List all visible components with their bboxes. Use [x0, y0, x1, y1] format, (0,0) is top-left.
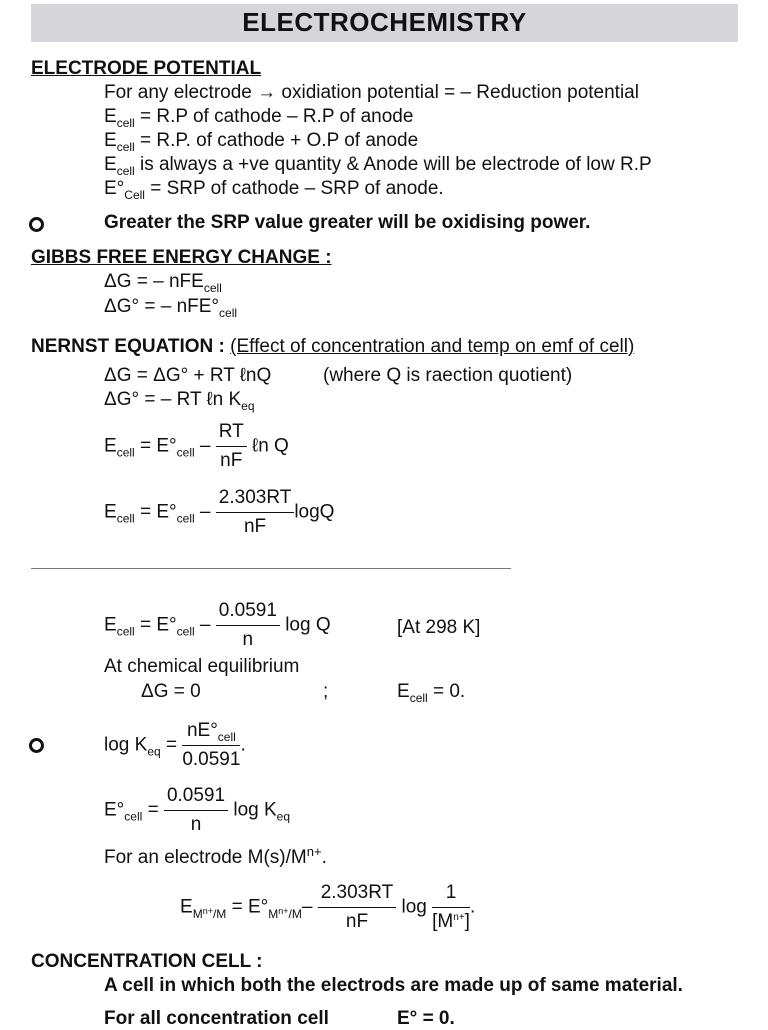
concentration-cell-definition: A cell in which both the electrods are made up of same material. — [104, 975, 683, 996]
concentration-cell-last-eq: E° = 0. — [397, 1008, 455, 1029]
page-title: ELECTROCHEMISTRY — [242, 7, 527, 37]
ep-line-3: $E_{cell} = R.P$. of cathode + O.P of anode — [104, 130, 419, 154]
nernst-eq-1: ΔG = ΔG° + RT ℓnQ — [104, 365, 272, 386]
electrode-line: For an electrode $M(s)/M^{n+}$. — [104, 844, 327, 868]
electrode-potential-eq: $E_{M^{n+}/M} = E^\circ_{M^{n+}/M}-$ $\frac{2.303RT}{nF}$ log $\frac{1}{[M^{n+}]}$ . — [180, 882, 476, 932]
temp-note: [At 298 K] — [397, 617, 481, 638]
gibbs-eq-2: ΔG° = – $nFE^\circ_{cell}$ — [104, 296, 238, 320]
ep-line-1: For any electrode → oxidiation potential = – Reduction potential — [104, 82, 639, 103]
nernst-eq-3: $E_{cell} = E^\circ_{cell}$ – $\frac{RT}{nF}$ ℓn Q — [104, 421, 289, 471]
delta-g-zero: ΔG = 0 — [141, 681, 201, 702]
bullet-icon — [29, 217, 44, 232]
nernst-eq-1-note: (where Q is raection quotient) — [323, 365, 573, 386]
title-bar — [31, 4, 738, 42]
ep-line-2: $E_{cell} = R.P$ of cathode – R.P of anode — [104, 106, 414, 130]
separator: ; — [323, 681, 329, 702]
concentration-cell-heading: CONCENTRATION CELL : — [31, 951, 263, 972]
gibbs-eq-1: ΔG = – nFE$_{cell}$ — [104, 271, 222, 295]
log-keq-eq: $\log K_{eq}$ = $\frac{nE^\circ_{cell}}{0.0591}$ . — [104, 720, 246, 770]
ep-line-4: $E_{cell}$ is always a +ve quantity & Anode will be electrode of low R.P — [104, 154, 652, 178]
nernst-heading: NERNST EQUATION : (Effect of concentration and temp on emf of cell) — [31, 336, 635, 357]
emf-298-eq: $E_{cell} = E^\circ_{cell}$ – $\frac{0.0591}{n}$ log Q — [104, 600, 331, 650]
ecell-zero: $E_{cell} = 0$. — [397, 681, 466, 705]
bullet-icon — [29, 738, 44, 753]
ep-line-5: $E^\circ_{Cell}$ = SRP of cathode – SRP of anode. — [104, 178, 444, 202]
nernst-eq-4: $E_{cell} = E^\circ_{cell}$ – $\frac{2.303RT}{nF}$ logQ — [104, 487, 335, 537]
nernst-eq-2: ΔG° = – RT ℓn $K_{eq}$ — [104, 389, 255, 413]
concentration-cell-last-line: For all concentration cell — [104, 1008, 329, 1029]
divider — [31, 568, 511, 569]
electrode-potential-heading: ELECTRODE POTENTIAL — [31, 58, 262, 79]
at-equilibrium-text: At chemical equilibrium — [104, 656, 300, 677]
e-cell-std-eq: $E^\circ_{cell}$ = $\frac{0.0591}{n}$ $\log K_{eq}$ — [104, 785, 291, 835]
gibbs-heading: GIBBS FREE ENERGY CHANGE : — [31, 247, 332, 268]
srp-bullet-text: Greater the SRP value greater will be oxidising power. — [104, 212, 591, 233]
